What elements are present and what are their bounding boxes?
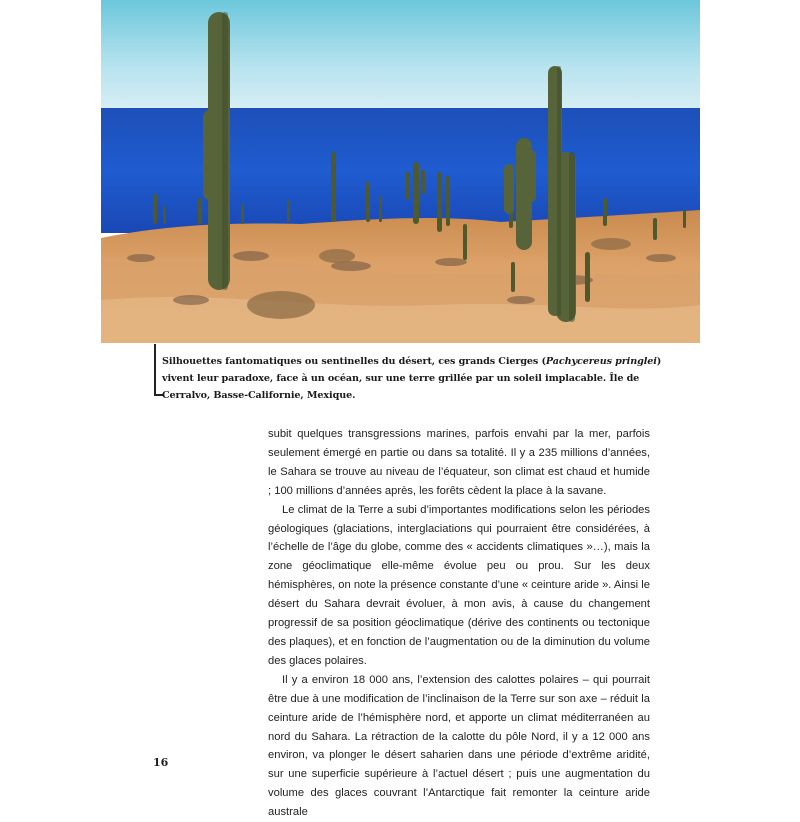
caption-rule bbox=[154, 344, 156, 396]
caption-text-after: ) vivent leur paradoxe, face à un océan, sur une terre grillée par un soleil implacable. Île de Cerralvo, Basse-Californie, Mexique. bbox=[162, 356, 662, 401]
caption-species: Pachycereus pringlei bbox=[545, 356, 657, 367]
caption-text-before: Silhouettes fantomatiques ou sentinelles du désert, ces grands Cierges ( bbox=[162, 356, 546, 367]
page-number: 16 bbox=[153, 756, 169, 769]
paragraph: Il y a environ 18 000 ans, l’extension des calottes polaires – qui pourrait être due à une modification de l’inclinaison de la Terre sur son axe – réduit la ceinture aride de l’hémisphère nord, et apporte un climat méditerranéen au nord du Sahara. La rétraction de la calotte du pôle Nord, il y a 12 000 ans environ, va plonger le désert saharien dans une période d’extrême aridité, sur une superficie supérieure à l’actuel désert ; puis une augmentation du volume des glaces couvrant l’Antarctique fait remonter la ceinture aride australe bbox=[268, 673, 650, 819]
caption-text bbox=[162, 353, 674, 404]
paragraph: subit quelques transgressions marines, parfois envahi par la mer, parfois seulement émergé en partie ou dans sa totalité. Il y a 235 millions d’années, le Sahara se trouve au niveau de l’équateur, son climat est chaud et humide ; 100 millions d’années après, les forêts cèdent la place à la savane. bbox=[268, 428, 650, 497]
sea bbox=[101, 108, 700, 233]
body-text bbox=[268, 425, 650, 822]
sky bbox=[101, 0, 700, 110]
cactus-ocean-photo bbox=[101, 0, 700, 343]
paragraph: Le climat de la Terre a subi d’importantes modifications selon les périodes géologiques (glaciations, interglaciations qui pourraient être considérées, à l’échelle de l’âge du globe, comme des « accidents climatiques »…), mais la zone géoclimatique elle-même évolue peu ou prou. Sur les deux hémisphères, on note la présence constante d’une « ceinture aride ». Ainsi le désert du Sahara devrait évoluer, à mon avis, à cause du changement progressif de sa position géoclimatique (dérive des continents ou tectonique des plaques), et en fonction de l’augmentation ou de la diminution du volume des glaces polaires. bbox=[268, 503, 650, 667]
photo-caption bbox=[154, 344, 674, 401]
